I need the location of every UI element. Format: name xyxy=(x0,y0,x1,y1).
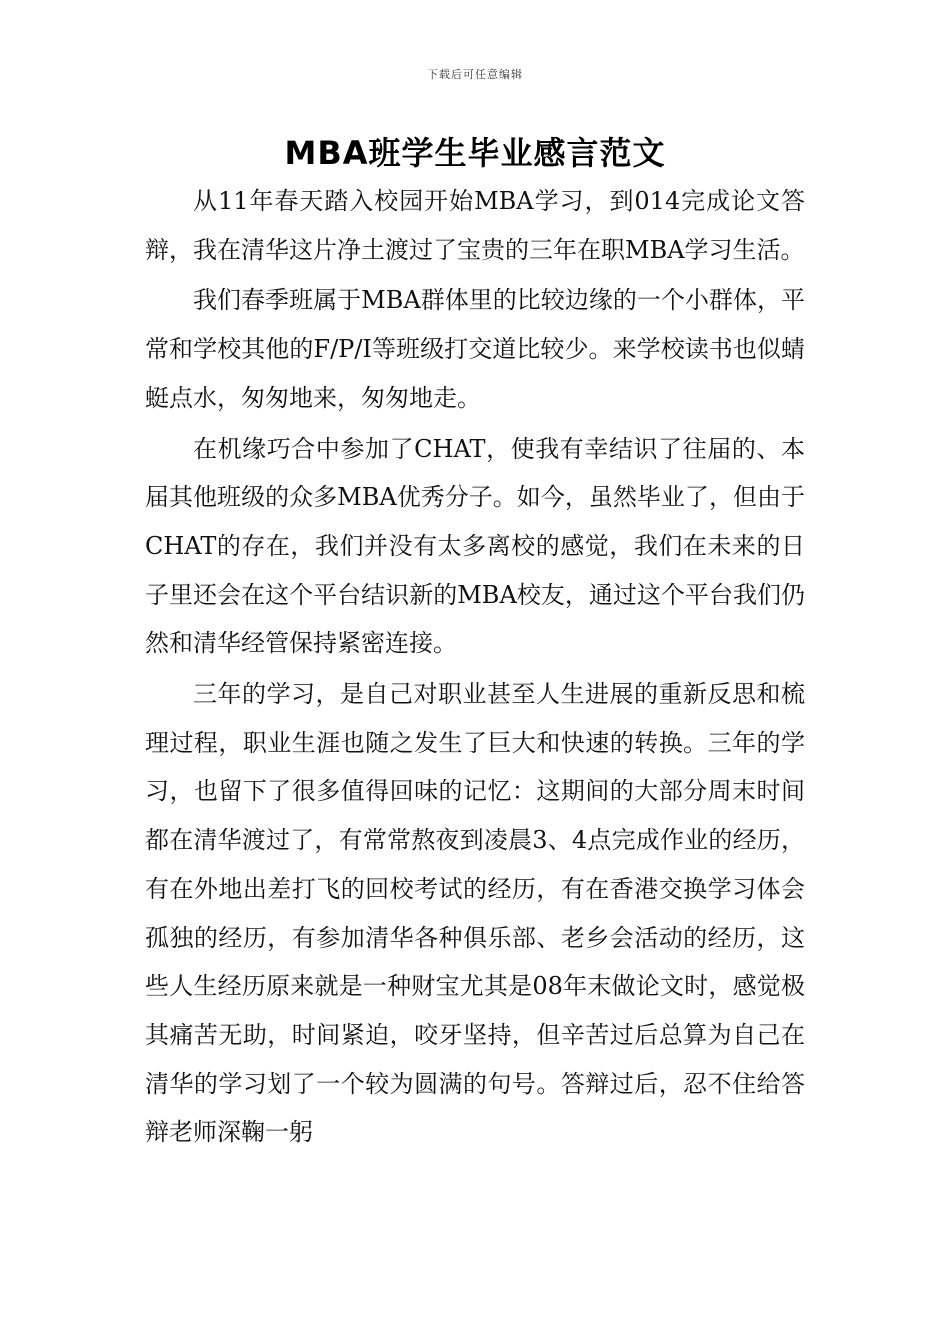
page-title: MBA班学生毕业感言范文 xyxy=(284,134,666,172)
header-note: 下载后可任意编辑 xyxy=(427,68,523,81)
document-body xyxy=(145,177,805,1157)
paragraph-2: 我们春季班属于MBA群体里的比较边缘的一个小群体，平常和学校其他的F/P/I等班级打交道比较少。来学校读书也似蜻蜓点水，匆匆地来，匆匆地走。 xyxy=(145,286,805,412)
paragraph-4: 三年的学习，是自己对职业甚至人生进展的重新反思和梳理过程，职业生涯也随之发生了巨大和快速的转换。三年的学习，也留下了很多值得回味的记忆：这期间的大部分周末时间都在清华渡过了，有常常熬夜到凌晨3、4点完成作业的经历，有在外地出差打飞的回校考试的经历，有在香港交换学习体会孤独的经历，有参加清华各种俱乐部、老乡会活动的经历，这些人生经历原来就是一种财宝尤其是08年末做论文时，感觉极其痛苦无助，时间紧迫，咬牙坚持，但辛苦过后总算为自己在清华的学习划了一个较为圆满的句号。答辩过后，忍不住给答辩老师深鞠一躬 xyxy=(145,680,805,1147)
paragraph-3: 在机缘巧合中参加了CHAT，使我有幸结识了往届的、本届其他班级的众多MBA优秀分子。如今，虽然毕业了，但由于CHAT的存在，我们并没有太多离校的感觉，我们在未来的日子里还会在这个平台结识新的MBA校友，通过这个平台我们仍然和清华经管保持紧密连接。 xyxy=(145,434,805,658)
paragraph-1: 从11年春天踏入校园开始MBA学习，到014完成论文答辩，我在清华这片净土渡过了宝贵的三年在职MBA学习生活。 xyxy=(145,187,805,264)
